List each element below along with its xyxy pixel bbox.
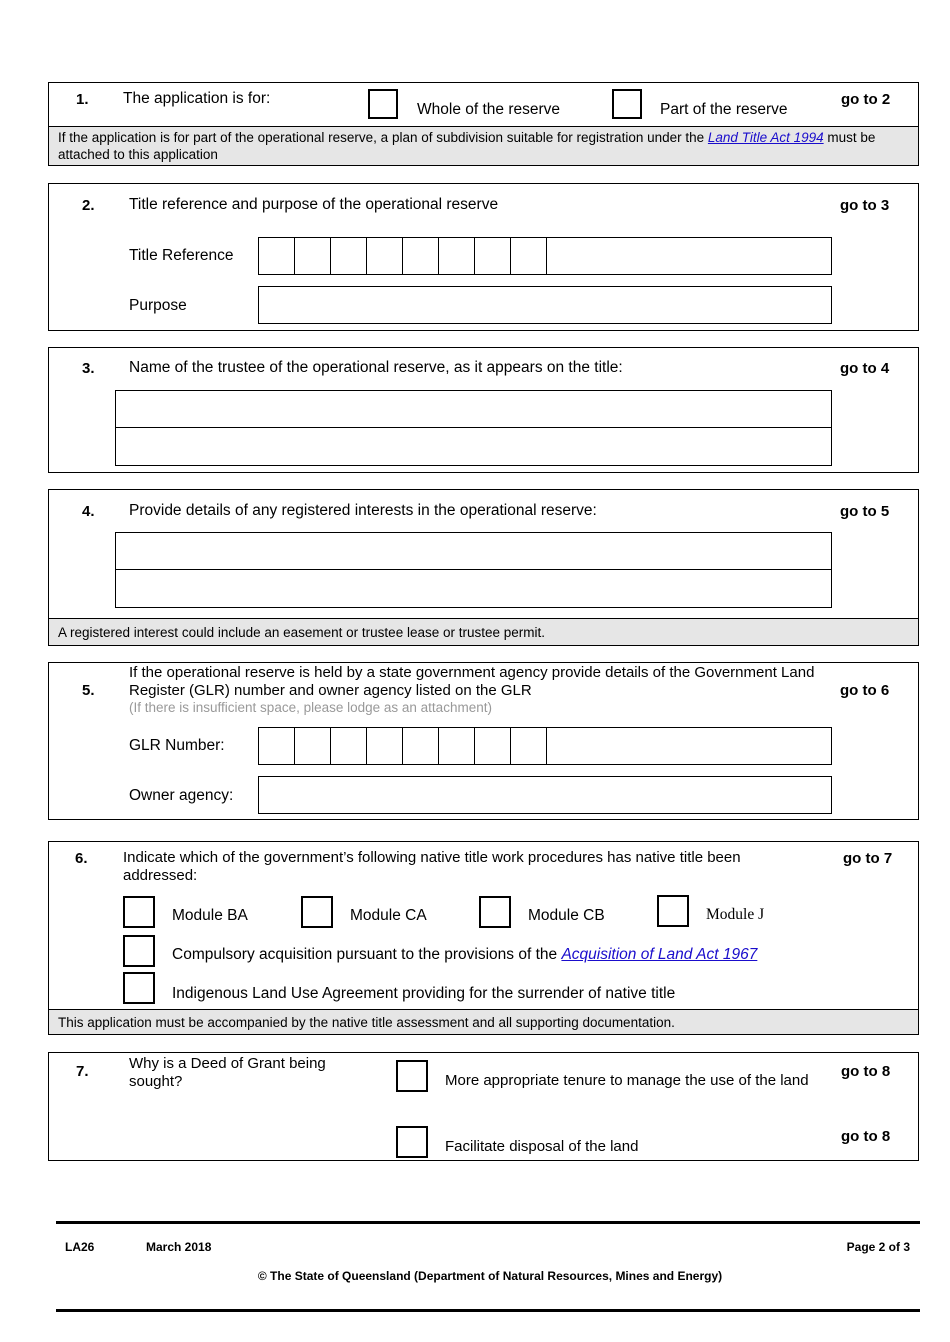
section-1-number: 1. xyxy=(76,91,89,108)
section-1-note-prefix: If the application is for part of the operational reserve, a plan of subdivision suitable for registration under the xyxy=(58,130,705,145)
module-j-label: Module J xyxy=(706,906,765,923)
footer-form-code: LA26 xyxy=(65,1240,95,1254)
registered-interests-input[interactable] xyxy=(115,532,832,608)
section-5-number: 5. xyxy=(82,682,95,699)
ilua-label: Indigenous Land Use Agreement providing for the surrender of native title xyxy=(172,985,676,1002)
section-3-question: Name of the trustee of the operational reserve, as it appears on the title: xyxy=(129,359,623,376)
trustee-name-input[interactable] xyxy=(115,390,832,466)
glr-number-input[interactable] xyxy=(258,727,832,765)
module-j-checkbox[interactable] xyxy=(657,895,689,927)
section-1-goto: go to 2 xyxy=(841,91,891,108)
section-4-note: A registered interest could include an easement or trustee lease or trustee permit. xyxy=(48,618,919,646)
section-7-question: Why is a Deed of Grant being sought? xyxy=(129,1055,326,1090)
owner-agency-label: Owner agency: xyxy=(129,787,234,804)
facilitate-disposal-label: Facilitate disposal of the land xyxy=(445,1138,639,1155)
section-5-goto: go to 6 xyxy=(840,682,890,699)
purpose-input[interactable] xyxy=(258,286,832,324)
module-ba-label: Module BA xyxy=(172,907,248,924)
purpose-label: Purpose xyxy=(129,297,187,314)
part-of-reserve-label: Part of the reserve xyxy=(660,101,788,118)
section-6-note: This application must be accompanied by the native title assessment and all supporting documentation. xyxy=(48,1009,919,1035)
section-5-hint: (If there is insufficient space, please lodge as an attachment) xyxy=(129,700,492,715)
title-reference-input[interactable] xyxy=(258,237,832,275)
section-6-question: Indicate which of the government’s following native title work procedures has native title been addressed: xyxy=(123,849,741,884)
section-1-note xyxy=(48,126,919,166)
compulsory-acquisition-text: Compulsory acquisition pursuant to the provisions of the xyxy=(172,946,558,963)
section-3-goto: go to 4 xyxy=(840,360,890,377)
section-4-goto: go to 5 xyxy=(840,503,890,520)
footer-date: March 2018 xyxy=(146,1240,212,1254)
acquisition-of-land-act-link[interactable]: Acquisition of Land Act 1967 xyxy=(561,946,758,963)
section-1-question: The application is for: xyxy=(123,90,271,107)
module-cb-label: Module CB xyxy=(528,907,605,924)
section-7-number: 7. xyxy=(76,1063,89,1080)
section-7-goto-1: go to 8 xyxy=(841,1063,891,1080)
ilua-checkbox[interactable] xyxy=(123,972,155,1004)
land-title-act-link[interactable]: Land Title Act 1994 xyxy=(707,130,824,145)
module-ca-checkbox[interactable] xyxy=(301,896,333,928)
title-reference-label: Title Reference xyxy=(129,247,234,264)
section-6-number: 6. xyxy=(75,850,88,867)
footer-bottom-rule xyxy=(56,1309,920,1312)
section-3-number: 3. xyxy=(82,360,95,377)
module-cb-checkbox[interactable] xyxy=(479,896,511,928)
glr-number-label: GLR Number: xyxy=(129,737,225,754)
section-2-goto: go to 3 xyxy=(840,197,890,214)
appropriate-tenure-checkbox[interactable] xyxy=(396,1060,428,1092)
section-2-number: 2. xyxy=(82,197,95,214)
module-ba-checkbox[interactable] xyxy=(123,896,155,928)
facilitate-disposal-checkbox[interactable] xyxy=(396,1126,428,1158)
section-4-question: Provide details of any registered interests in the operational reserve: xyxy=(129,502,597,519)
part-of-reserve-checkbox[interactable] xyxy=(612,89,642,119)
footer-page-number: Page 2 of 3 xyxy=(846,1240,910,1254)
compulsory-acquisition-checkbox[interactable] xyxy=(123,935,155,967)
appropriate-tenure-label: More appropriate tenure to manage the use of the land xyxy=(445,1072,809,1089)
section-6-goto: go to 7 xyxy=(843,850,893,867)
section-4-number: 4. xyxy=(82,503,95,520)
compulsory-acquisition-label xyxy=(172,946,757,964)
module-ca-label: Module CA xyxy=(350,907,427,924)
section-1-note-suffix: must be attached to this application xyxy=(58,130,876,162)
footer-copyright: © The State of Queensland (Department of Natural Resources, Mines and Energy) xyxy=(257,1269,723,1283)
section-7-goto-2: go to 8 xyxy=(841,1128,891,1145)
section-5-question: If the operational reserve is held by a state government agency provide details of the Government Land Register (GLR) number and owner agency listed on the GLR xyxy=(129,664,815,699)
whole-of-reserve-label: Whole of the reserve xyxy=(417,101,561,118)
section-2-question: Title reference and purpose of the operational reserve xyxy=(129,196,499,213)
whole-of-reserve-checkbox[interactable] xyxy=(368,89,398,119)
footer-top-rule xyxy=(56,1221,920,1224)
owner-agency-input[interactable] xyxy=(258,776,832,814)
